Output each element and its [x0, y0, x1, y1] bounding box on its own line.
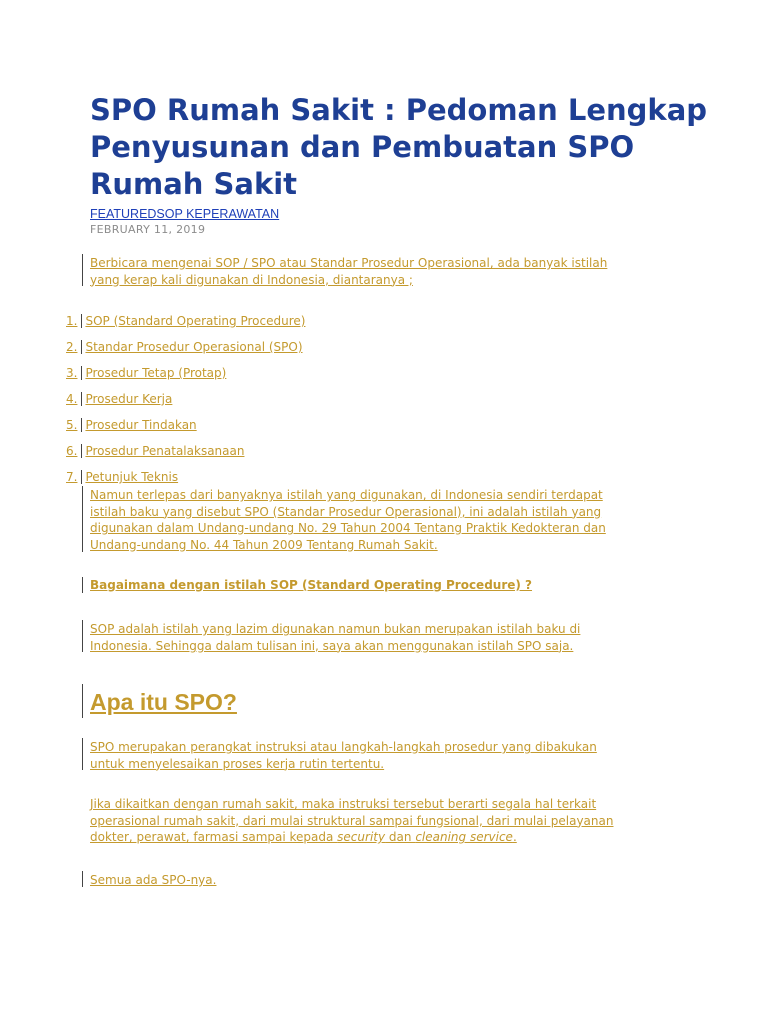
list-text: Petunjuk Teknis	[85, 470, 179, 484]
list-number: 1.	[66, 314, 78, 328]
quote-bar	[82, 486, 83, 552]
quote-bar	[82, 738, 83, 770]
paragraph-hospital[interactable]	[90, 796, 613, 846]
quote-bar	[82, 254, 83, 286]
quote-bar	[82, 577, 83, 593]
post-date: FEBRUARY 11, 2019	[90, 223, 206, 236]
category-link[interactable]: FEATUREDSOP KEPERAWATAN	[90, 207, 280, 221]
text-line: istilah baku yang disebut SPO (Standar Prosedur Operasional), ini adalah istilah yang	[90, 504, 602, 519]
list-text: Prosedur Penatalaksanaan	[85, 444, 245, 458]
list-text: Prosedur Tindakan	[85, 418, 197, 432]
list-item[interactable]	[66, 313, 305, 329]
quote-bar	[82, 684, 83, 718]
list-item[interactable]	[66, 443, 244, 459]
text-line: SOP adalah istilah yang lazim digunakan namun bukan merupakan istilah baku di	[90, 622, 581, 636]
text-span: dokter, perawat, farmasi sampai kepada	[90, 830, 338, 844]
list-text: Prosedur Tetap (Protap)	[85, 366, 227, 380]
separator	[81, 340, 82, 354]
list-number: 4.	[66, 392, 78, 406]
paragraph-definition[interactable]	[90, 739, 597, 772]
list-number: 2.	[66, 340, 78, 354]
section-heading[interactable]: Apa itu SPO?	[90, 689, 237, 715]
text-line: Namun terlepas dari banyaknya istilah yang digunakan, di Indonesia sendiri terdapat	[90, 488, 603, 502]
separator	[81, 314, 82, 328]
list-item[interactable]	[66, 391, 172, 407]
text-line: yang kerap kali digunakan di Indonesia, diantaranya ;	[90, 272, 413, 287]
text-line: Berbicara mengenai SOP / SPO atau Standar Prosedur Operasional, ada banyak istilah	[90, 256, 608, 270]
list-text: Prosedur Kerja	[85, 392, 173, 406]
list-number: 5.	[66, 418, 78, 432]
question-heading[interactable]: Bagaimana dengan istilah SOP (Standard Operating Procedure) ?	[90, 578, 533, 592]
list-item[interactable]	[66, 339, 303, 355]
emphasis-cleaning-service: cleaning service	[415, 830, 513, 844]
text-line: Indonesia. Sehingga dalam tulisan ini, saya akan menggunakan istilah SPO saja.	[90, 638, 574, 653]
separator	[81, 444, 82, 458]
list-item[interactable]	[66, 417, 197, 433]
text-line: operasional rumah sakit, dari mulai struktural sampai fungsional, dari mulai pelayanan	[90, 813, 614, 828]
separator	[81, 418, 82, 432]
text-line: Jika dikaitkan dengan rumah sakit, maka instruksi tersebut berarti segala hal terkait	[90, 797, 597, 811]
list-number: 6.	[66, 444, 78, 458]
page-title: SPO Rumah Sakit : Pedoman Lengkap Penyusunan dan Pembuatan SPO Rumah Sakit	[90, 93, 708, 201]
text-line	[90, 829, 613, 846]
list-text: SOP (Standard Operating Procedure)	[85, 314, 306, 328]
quote-bar	[82, 620, 83, 652]
text-line: digunakan dalam Undang-undang No. 29 Tahun 2004 Tentang Praktik Kedokteran dan	[90, 521, 606, 535]
paragraph-closing[interactable]: Semua ada SPO-nya.	[90, 873, 217, 887]
intro-paragraph[interactable]	[90, 255, 607, 288]
text-span: .	[512, 830, 517, 844]
separator	[81, 366, 82, 380]
separator	[81, 470, 82, 484]
list-number: 7.	[66, 470, 78, 484]
text-line: Undang-undang No. 44 Tahun 2009 Tentang Rumah Sakit.	[90, 537, 438, 552]
list-item[interactable]	[66, 469, 178, 485]
text-line: SPO merupakan perangkat instruksi atau langkah-langkah prosedur yang dibakukan	[90, 740, 597, 754]
list-text: Standar Prosedur Operasional (SPO)	[85, 340, 303, 354]
paragraph-sop[interactable]	[90, 621, 580, 654]
text-line: untuk menyelesaikan proses kerja rutin tertentu.	[90, 756, 385, 771]
separator	[81, 392, 82, 406]
text-span: dan	[385, 830, 416, 844]
list-item[interactable]	[66, 365, 226, 381]
list-number: 3.	[66, 366, 78, 380]
paragraph-istilah-baku[interactable]	[90, 487, 606, 553]
emphasis-security: security	[337, 830, 386, 844]
quote-bar	[82, 871, 83, 887]
